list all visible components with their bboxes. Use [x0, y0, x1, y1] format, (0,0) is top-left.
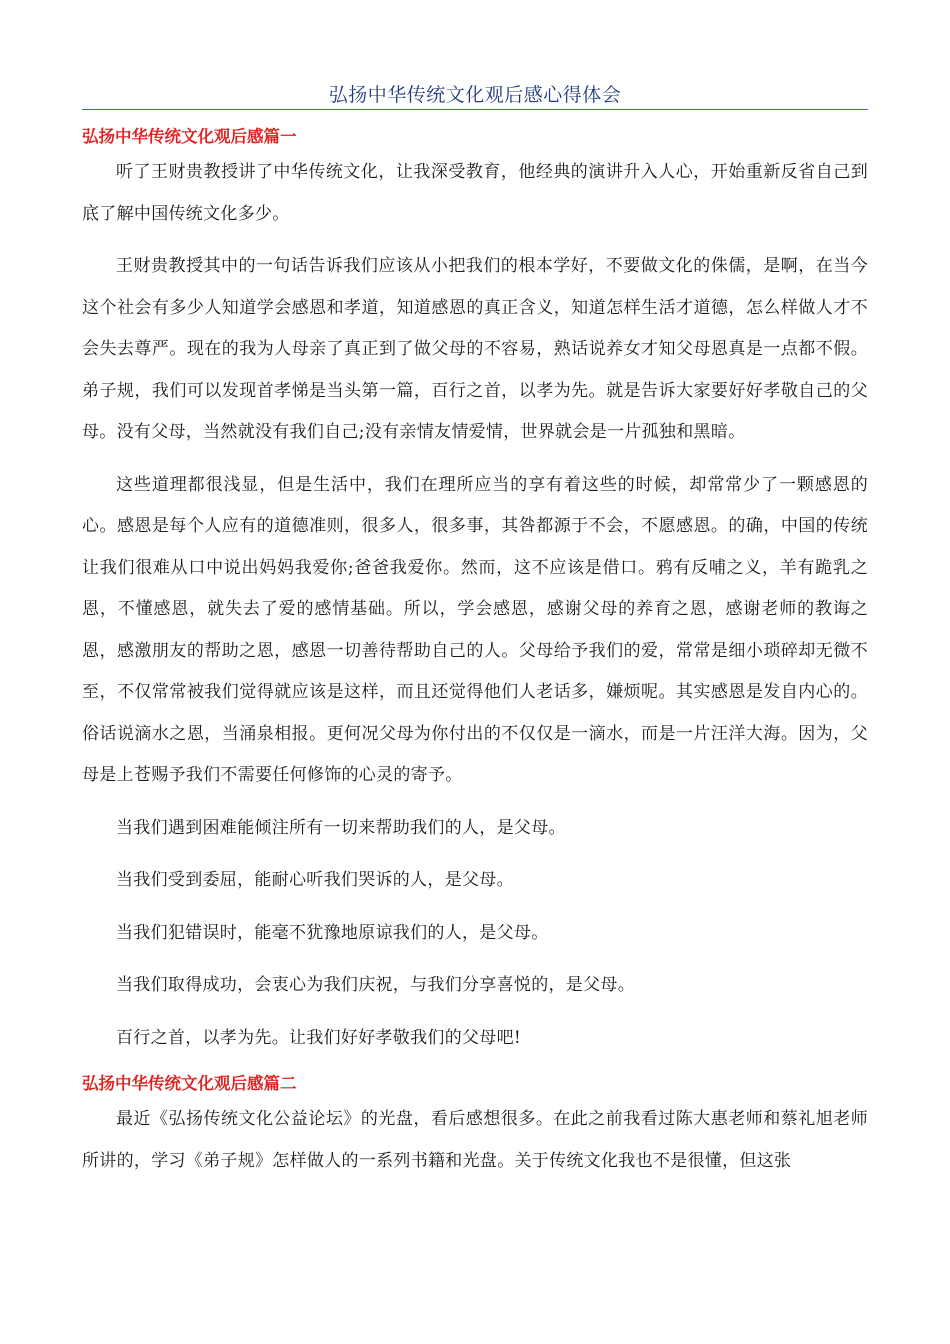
paragraph: 最近《弘扬传统文化公益论坛》的光盘，看后感想很多。在此之前我看过陈大惠老师和蔡礼旭老师所讲的，学习《弟子规》怎样做人的一系列书籍和光盘。关于传统文化我也不是很懂，但这张 [82, 1109, 868, 1171]
paragraph: 这些道理都很浅显，但是生活中，我们在理所应当的享有着这些的时候，却常常少了一颗感恩的心。感恩是每个人应有的道德准则，很多人，很多事，其咎都源于不会，不愿感恩。的确，中国的传统让我们很难从口中说出妈妈我爱你;爸爸我爱你。然而，这不应该是借口。鸦有反哺之义，羊有跪乳之恩，不懂感恩，就失去了爱的感情基础。所以，学会感恩，感谢父母的养育之恩，感谢老师的教诲之恩，感激朋友的帮助之恩，感恩一切善待帮助自己的人。父母给予我们的爱，常常是细小琐碎却无微不至，不仅常常被我们觉得就应该是这样，而且还觉得他们人老话多，嫌烦呢。其实感恩是发自内心的。俗话说滴水之恩，当涌泉相报。更何况父母为你付出的不仅仅是一滴水，而是一片汪洋大海。因为，父母是上苍赐予我们不需要任何修饰的心灵的寄予。 [82, 474, 868, 785]
paragraph: 百行之首，以孝为先。让我们好好孝敬我们的父母吧! [116, 1027, 522, 1048]
paragraph: 听了王财贵教授讲了中华传统文化，让我深受教育，他经典的演讲升入人心，开始重新反省自己到底了解中国传统文化多少。 [82, 162, 868, 224]
document-title: 弘扬中华传统文化观后感心得体会 [328, 84, 622, 106]
paragraph: 当我们受到委屈，能耐心听我们哭诉的人，是父母。 [116, 870, 514, 890]
section-heading-1: 弘扬中华传统文化观后感篇一 [82, 127, 297, 146]
paragraph: 当我们遇到困难能倾注所有一切来帮助我们的人，是父母。 [116, 817, 566, 838]
document-body [82, 122, 868, 1182]
paragraph: 当我们犯错误时，能毫不犹豫地原谅我们的人，是父母。 [116, 922, 549, 943]
section-heading-2: 弘扬中华传统文化观后感篇二 [82, 1074, 297, 1093]
paragraph: 当我们取得成功，会衷心为我们庆祝，与我们分享喜悦的，是父母。 [116, 975, 635, 995]
paragraph: 王财贵教授其中的一句话告诉我们应该从小把我们的根本学好，不要做文化的侏儒，是啊，在当今这个社会有多少人知道学会感恩和孝道，知道感恩的真正含义，知道怎样生活才道德，怎么样做人才不会失去尊严。现在的我为人母亲了真正到了做父母的不容易，熟话说养女才知父母恩真是一点都不假。弟子规，我们可以发现首孝悌是当头第一篇，百行之首，以孝为先。就是告诉大家要好好孝敬自己的父母。没有父母，当然就没有我们自己;没有亲情友情爱情，世界就会是一片孤独和黑暗。 [82, 256, 868, 442]
title-divider [82, 109, 868, 110]
